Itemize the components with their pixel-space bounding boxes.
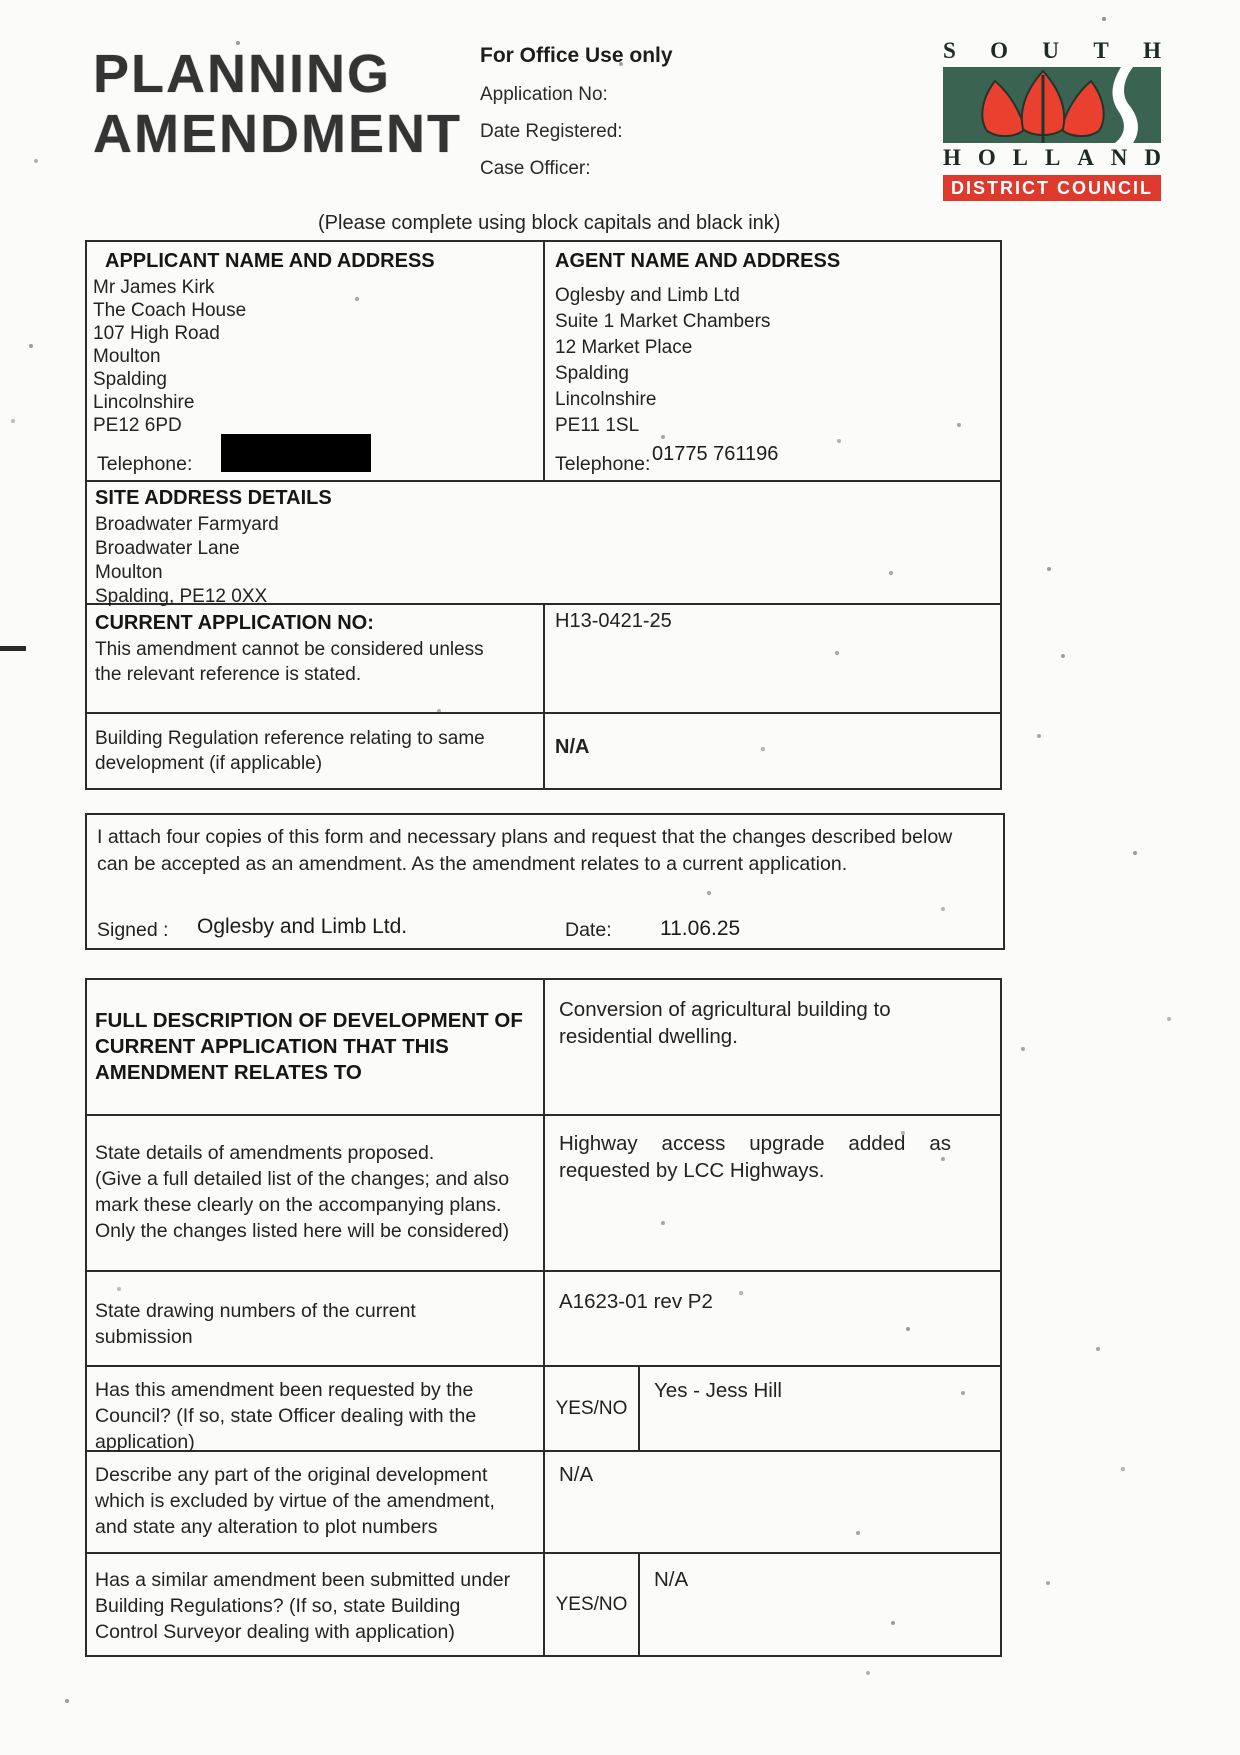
agent-telephone-label: Telephone: xyxy=(555,453,651,475)
agent-heading: AGENT NAME AND ADDRESS xyxy=(555,250,841,272)
agent-cell xyxy=(545,242,1000,480)
instruction-note: (Please complete using block capitals and black ink) xyxy=(318,212,781,234)
signed-value: Oglesby and Limb Ltd. xyxy=(197,915,408,938)
tulip-logo-icon xyxy=(943,67,1161,143)
amendment-details-table xyxy=(85,978,1002,1657)
amendment-details-label-line: (Give a full detailed list of the changes; and also xyxy=(95,1168,510,1190)
excluded-development-value: N/A xyxy=(559,1463,594,1486)
agent-telephone-value: 01775 761196 xyxy=(652,443,779,465)
current-application-note-line: This amendment cannot be considered unless xyxy=(95,639,484,660)
signed-label: Signed : xyxy=(97,919,169,941)
redacted-telephone-value xyxy=(221,434,371,472)
building-regulation-row xyxy=(87,712,1000,788)
requested-by-council-row xyxy=(87,1365,1000,1453)
scan-speckles xyxy=(0,0,2,2)
full-description-label-cell xyxy=(87,980,545,1114)
requested-by-council-yesno: YES/NO xyxy=(545,1367,640,1450)
amendment-details-label-line: State details of amendments proposed. xyxy=(95,1142,435,1164)
drawing-numbers-row xyxy=(87,1270,1000,1365)
form-title xyxy=(93,44,462,164)
building-regulation-label-line: Building Regulation reference relating to same xyxy=(95,728,485,749)
amendment-details-label-cell xyxy=(87,1116,545,1270)
office-use-heading: For Office Use only xyxy=(480,44,673,67)
building-regs-similar-value-cell xyxy=(640,1554,1000,1655)
excluded-development-label-line: which is excluded by virtue of the amendment, xyxy=(95,1490,495,1512)
applicant-heading: APPLICANT NAME AND ADDRESS xyxy=(105,250,435,272)
current-application-value-cell xyxy=(545,605,1000,712)
declaration-text-line: I attach four copies of this form and necessary plans and request that the changes described below xyxy=(97,826,953,848)
amendment-details-label-line: Only the changes listed here will be considered) xyxy=(95,1220,510,1242)
full-description-value-line: residential dwelling. xyxy=(559,1025,738,1048)
excluded-development-label-line: Describe any part of the original development xyxy=(95,1464,488,1486)
excluded-development-row xyxy=(87,1450,1000,1552)
signature-row xyxy=(87,912,1003,942)
site-address-line: Broadwater Lane xyxy=(95,538,240,559)
case-officer-label: Case Officer: xyxy=(480,158,591,179)
building-regulation-value-cell xyxy=(545,714,1000,788)
full-description-label-line: AMENDMENT RELATES TO xyxy=(95,1061,362,1084)
applicant-cell xyxy=(87,242,545,480)
amendment-details-value-line: Highway access upgrade added as xyxy=(559,1132,951,1155)
scan-artifact-dash xyxy=(0,646,26,651)
requested-by-council-value-cell xyxy=(640,1367,1000,1450)
agent-address-line: 12 Market Place xyxy=(555,337,693,358)
applicant-telephone-label: Telephone: xyxy=(97,453,193,475)
applicant-agent-row xyxy=(87,242,1000,480)
amendment-details-row xyxy=(87,1114,1000,1270)
current-application-label-cell xyxy=(87,605,545,712)
building-regulation-value: N/A xyxy=(555,736,590,758)
form-title-line2: AMENDMENT xyxy=(93,104,462,164)
site-address-line: Moulton xyxy=(95,562,163,583)
applicant-address-line: Spalding xyxy=(93,369,167,390)
drawing-numbers-value: A1623-01 rev P2 xyxy=(559,1290,713,1313)
drawing-numbers-label-cell xyxy=(87,1272,545,1365)
agent-address-line: Oglesby and Limb Ltd xyxy=(555,285,740,306)
logo-banner: DISTRICT COUNCIL xyxy=(943,175,1161,201)
agent-address-line: Spalding xyxy=(555,363,629,384)
date-value: 11.06.25 xyxy=(660,917,741,940)
agent-address-line: Lincolnshire xyxy=(555,389,657,410)
date-registered-label: Date Registered: xyxy=(480,121,623,142)
full-description-label-line: FULL DESCRIPTION OF DEVELOPMENT OF xyxy=(95,1009,523,1032)
site-address-section xyxy=(87,480,1000,607)
building-regs-similar-label-cell xyxy=(87,1554,545,1655)
requested-by-council-label-cell xyxy=(87,1367,545,1453)
requested-by-council-label-line: application) xyxy=(95,1431,195,1453)
full-description-row xyxy=(87,980,1000,1114)
office-use-block xyxy=(480,44,673,195)
applicant-address-line: Lincolnshire xyxy=(93,392,195,413)
full-description-value-cell xyxy=(545,980,1000,1114)
form-title-line1: PLANNING xyxy=(93,44,391,104)
excluded-development-label-cell xyxy=(87,1452,545,1552)
applicant-agent-table xyxy=(85,240,1002,790)
requested-by-council-value: Yes - Jess Hill xyxy=(654,1379,782,1402)
application-no-label: Application No: xyxy=(480,84,608,105)
excluded-development-label-line: and state any alteration to plot numbers xyxy=(95,1516,438,1538)
drawing-numbers-label-line: State drawing numbers of the current xyxy=(95,1300,416,1322)
site-address-cell xyxy=(95,487,332,607)
date-label: Date: xyxy=(565,919,612,941)
agent-address-line: Suite 1 Market Chambers xyxy=(555,311,771,332)
applicant-address-line: PE12 6PD xyxy=(93,415,182,436)
building-regs-similar-row xyxy=(87,1552,1000,1655)
applicant-address-line: 107 High Road xyxy=(93,323,220,344)
declaration-box xyxy=(85,813,1005,950)
building-regs-similar-yesno: YES/NO xyxy=(545,1554,640,1655)
site-address-line: Broadwater Farmyard xyxy=(95,514,279,535)
declaration-text-line: can be accepted as an amendment. As the amendment relates to a current application. xyxy=(97,853,848,875)
applicant-address-line: The Coach House xyxy=(93,300,247,321)
amendment-details-label-line: mark these clearly on the accompanying plans. xyxy=(95,1194,502,1216)
building-regs-similar-label-line: Building Regulations? (If so, state Building xyxy=(95,1595,461,1617)
amendment-details-value-line: requested by LCC Highways. xyxy=(559,1159,825,1182)
applicant-address-line: Moulton xyxy=(93,346,161,367)
current-application-note-line: the relevant reference is stated. xyxy=(95,664,362,685)
building-regs-similar-value: N/A xyxy=(654,1568,689,1591)
council-logo xyxy=(943,38,1161,201)
building-regs-similar-label-line: Has a similar amendment been submitted under xyxy=(95,1569,511,1591)
site-address-line: Spalding, PE12 0XX xyxy=(95,586,268,607)
requested-by-council-label-line: Council? (If so, state Officer dealing with the xyxy=(95,1405,477,1427)
building-regulation-label-line: development (if applicable) xyxy=(95,753,323,774)
logo-word-south: S O U T H xyxy=(943,38,1161,63)
drawing-numbers-value-cell xyxy=(545,1272,1000,1365)
requested-by-council-label-line: Has this amendment been requested by the xyxy=(95,1379,474,1401)
applicant-address-line: Mr James Kirk xyxy=(93,277,215,298)
agent-address-line: PE11 1SL xyxy=(555,415,640,436)
excluded-development-value-cell xyxy=(545,1452,1000,1552)
logo-word-holland: H O L L A N D xyxy=(943,145,1161,170)
site-address-heading: SITE ADDRESS DETAILS xyxy=(95,487,332,509)
building-regulation-label-cell xyxy=(87,714,545,788)
amendment-details-value-cell xyxy=(545,1116,1000,1270)
building-regs-similar-label-line: Control Surveyor dealing with application) xyxy=(95,1621,455,1643)
drawing-numbers-label-line: submission xyxy=(95,1326,193,1348)
current-application-number: H13-0421-25 xyxy=(555,610,672,632)
full-description-value-line: Conversion of agricultural building to xyxy=(559,998,891,1021)
current-application-heading: CURRENT APPLICATION NO: xyxy=(95,612,374,634)
full-description-label-line: CURRENT APPLICATION THAT THIS xyxy=(95,1035,449,1058)
current-application-row xyxy=(87,603,1000,712)
